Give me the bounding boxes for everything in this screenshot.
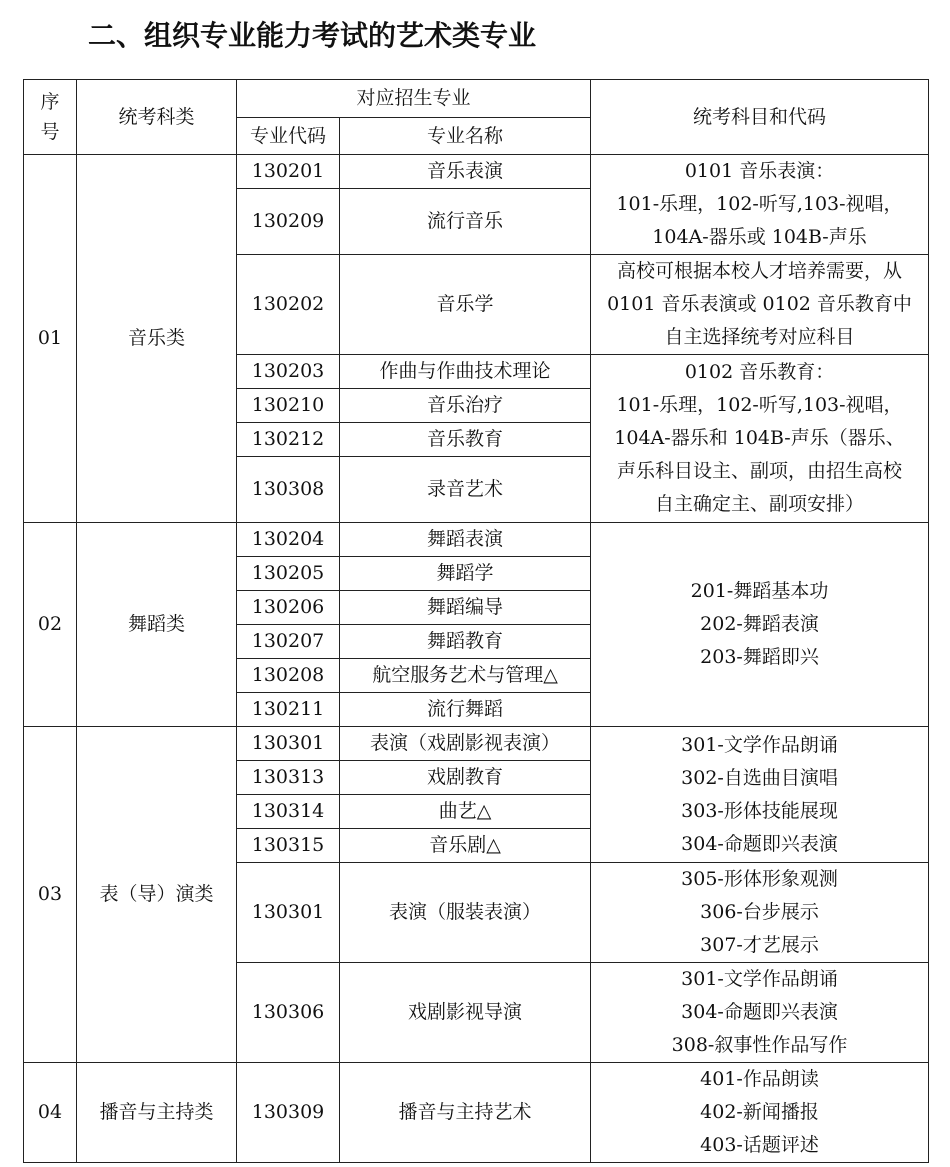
subject-line: 201-舞蹈基本功 (690, 580, 829, 602)
subject-line: 101-乐理，102-听写,103-视唱， (616, 193, 903, 215)
subjects-cell (591, 1063, 929, 1163)
major-name: 曲艺△ (340, 795, 591, 829)
major-code: 130314 (237, 795, 340, 829)
subjects-cell (591, 355, 929, 523)
major-code: 130212 (237, 423, 340, 457)
subject-line: 306-台步展示 (700, 901, 819, 923)
major-name: 播音与主持艺术 (340, 1063, 591, 1163)
major-name: 表演（服装表演） (340, 863, 591, 963)
subjects-cell (591, 963, 929, 1063)
subject-line: 自主确定主、副项安排） (655, 493, 865, 515)
group-index: 04 (24, 1063, 77, 1163)
subject-line: 自主选择统考对应科目 (664, 326, 855, 348)
header-majors-group: 对应招生专业 (237, 80, 591, 118)
major-name: 航空服务艺术与管理△ (340, 659, 591, 693)
major-name: 流行舞蹈 (340, 693, 591, 727)
subject-line: 声乐科目设主、副项，由招生高校 (617, 460, 903, 482)
subject-line: 403-话题评述 (700, 1134, 819, 1156)
subject-line: 304-命题即兴表演 (681, 832, 838, 855)
subjects-cell (591, 155, 929, 255)
subject-line: 303-形体技能展现 (681, 799, 838, 822)
header-subjects: 统考科目和代码 (591, 80, 929, 155)
major-code: 130306 (237, 963, 340, 1063)
group-category: 音乐类 (77, 155, 237, 523)
major-code: 130209 (237, 189, 340, 255)
subject-line: 101-乐理，102-听写,103-视唱， (616, 394, 903, 416)
major-name: 音乐表演 (340, 155, 591, 189)
major-name: 戏剧教育 (340, 761, 591, 795)
group-index: 02 (24, 523, 77, 727)
major-code: 130207 (237, 625, 340, 659)
subjects-cell (591, 523, 929, 727)
major-code: 130206 (237, 591, 340, 625)
subjects-cell (591, 255, 929, 355)
major-code: 130301 (237, 727, 340, 761)
major-name: 戏剧影视导演 (340, 963, 591, 1063)
group-index: 01 (24, 155, 77, 523)
subject-line: 401-作品朗读 (700, 1068, 819, 1090)
major-name: 舞蹈表演 (340, 523, 591, 557)
header-category: 统考科类 (77, 80, 237, 155)
art-majors-table (23, 79, 929, 1163)
major-code: 130315 (237, 829, 340, 863)
major-code: 130313 (237, 761, 340, 795)
group-category: 播音与主持类 (77, 1063, 237, 1163)
major-name: 舞蹈教育 (340, 625, 591, 659)
group-category: 舞蹈类 (77, 523, 237, 727)
major-name: 表演（戏剧影视表演） (340, 727, 591, 761)
subject-line: 0102 音乐教育： (684, 361, 835, 383)
major-name: 音乐教育 (340, 423, 591, 457)
subject-line: 307-才艺展示 (700, 934, 819, 956)
subject-line: 402-新闻播报 (700, 1101, 819, 1123)
subject-line: 302-自选曲目演唱 (681, 766, 838, 789)
subject-line: 203-舞蹈即兴 (700, 646, 819, 668)
major-code: 130210 (237, 389, 340, 423)
subject-line: 202-舞蹈表演 (700, 613, 819, 635)
major-name: 舞蹈学 (340, 557, 591, 591)
subjects-cell (591, 863, 929, 963)
major-name: 作曲与作曲技术理论 (340, 355, 591, 389)
major-name: 音乐治疗 (340, 389, 591, 423)
major-code: 130308 (237, 457, 340, 523)
major-code: 130301 (237, 863, 340, 963)
major-name: 流行音乐 (340, 189, 591, 255)
group-index: 03 (24, 727, 77, 1063)
subjects-cell (591, 727, 929, 863)
major-code: 130202 (237, 255, 340, 355)
major-code: 130205 (237, 557, 340, 591)
major-code: 130204 (237, 523, 340, 557)
subject-line: 0101 音乐表演或 0102 音乐教育中 (607, 293, 912, 315)
subject-line: 304-命题即兴表演 (681, 1001, 838, 1023)
major-code: 130203 (237, 355, 340, 389)
major-name: 音乐学 (340, 255, 591, 355)
subject-line: 高校可根据本校人才培养需要，从 (617, 260, 903, 282)
major-code: 130309 (237, 1063, 340, 1163)
header-index: 序号 (24, 80, 77, 155)
major-name: 舞蹈编导 (340, 591, 591, 625)
major-code: 130211 (237, 693, 340, 727)
page-title: 二、组织专业能力考试的艺术类专业 (88, 19, 537, 52)
major-name: 录音艺术 (340, 457, 591, 523)
subject-line: 301-文学作品朗诵 (681, 968, 838, 990)
subject-line: 301-文学作品朗诵 (681, 733, 838, 756)
header-major-code: 专业代码 (237, 118, 340, 155)
subject-line: 104A-器乐和 104B-声乐（器乐、 (614, 427, 905, 449)
subject-line: 308-叙事性作品写作 (671, 1034, 848, 1056)
group-category: 表（导）演类 (77, 727, 237, 1063)
header-major-name: 专业名称 (340, 118, 591, 155)
major-code: 130208 (237, 659, 340, 693)
subject-line: 0101 音乐表演： (684, 160, 835, 182)
major-name: 音乐剧△ (340, 829, 591, 863)
subject-line: 305-形体形象观测 (681, 868, 838, 890)
subject-line: 104A-器乐或 104B-声乐 (652, 226, 867, 248)
major-code: 130201 (237, 155, 340, 189)
